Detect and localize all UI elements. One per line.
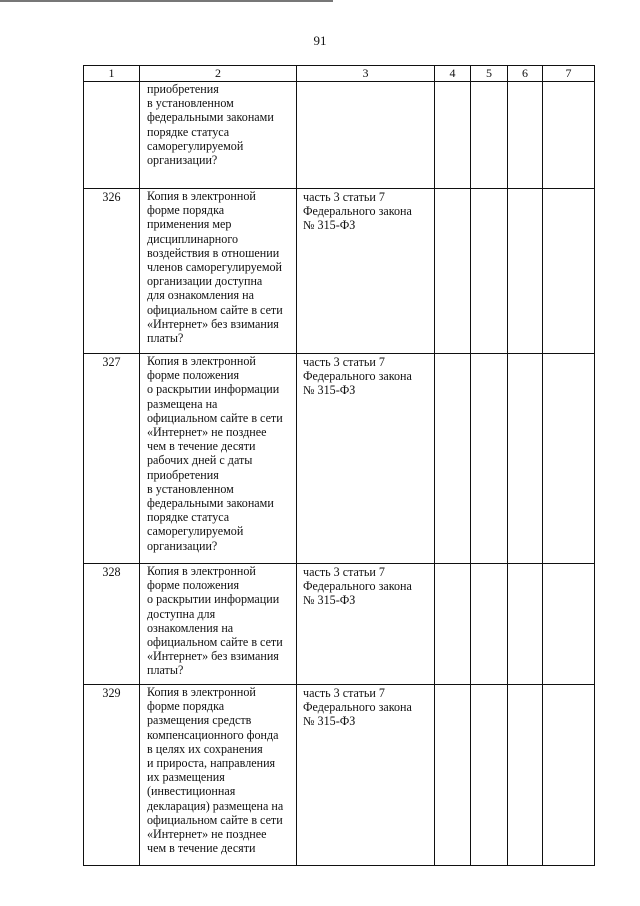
cell-text-line: (инвестиционная (147, 784, 236, 799)
cell-text-line: и прироста, направления (147, 756, 276, 771)
cell-text-line: в целях их сохранения (147, 741, 263, 756)
cell-text-line: «Интернет» не позднее (147, 425, 267, 440)
cell-text-line: о раскрытии информации (147, 382, 280, 397)
cell-text-line: Федерального закона (303, 700, 412, 715)
cell-text-line: федеральными законами (147, 110, 274, 125)
cell-text-line: приобретения (147, 467, 219, 482)
cell-text-line: организации? (147, 153, 218, 168)
cell-text-line: чем в течение десяти (147, 439, 256, 454)
empty-cell (471, 82, 508, 189)
header-cell: 6 (508, 66, 543, 82)
empty-cell (508, 354, 543, 564)
cell-text-line: в установленном (147, 96, 234, 111)
cell-text-line: организации? (147, 538, 218, 553)
legal-basis-cell (297, 189, 435, 354)
cell-text-line: Федерального закона (303, 579, 412, 594)
cell-text-line: официальном сайте в сети (147, 410, 283, 425)
cell-text-line: Копия в электронной (147, 564, 256, 578)
cell-text-line: «Интернет» без взимания (147, 649, 279, 664)
table-row (84, 189, 595, 354)
empty-cell (508, 82, 543, 189)
cell-text-line: официальном сайте в сети (147, 302, 283, 317)
cell-text-line: саморегулируемой (147, 138, 244, 153)
cell-text-line: порядке статуса (147, 510, 230, 525)
cell-text-line: декларация) размещена на (147, 798, 284, 813)
requirements-table (83, 65, 595, 866)
empty-cell (508, 564, 543, 685)
row-number-cell: 328 (84, 564, 140, 685)
empty-cell (508, 685, 543, 866)
cell-text-line: доступна для (147, 606, 216, 621)
legal-basis-cell (297, 82, 435, 189)
cell-text-line: в установленном (147, 481, 234, 496)
cell-text-line: размещена на (147, 396, 218, 411)
question-cell (140, 354, 297, 564)
cell-text-line: Федерального закона (303, 204, 412, 219)
row-number-cell: 326 (84, 189, 140, 354)
table-row (84, 685, 595, 866)
page-number: 91 (313, 33, 327, 48)
empty-cell (435, 564, 471, 685)
cell-text-line: для ознакомления на (147, 288, 254, 303)
header-cell: 2 (140, 66, 297, 82)
cell-text-line: рабочих дней с даты (147, 453, 253, 468)
table-row (84, 354, 595, 564)
legal-basis-cell (297, 685, 435, 866)
cell-text-line: порядке статуса (147, 124, 230, 139)
question-cell (140, 82, 297, 189)
header-cell: 1 (84, 66, 140, 82)
row-number-cell: 327 (84, 354, 140, 564)
cell-text-line: официальном сайте в сети (147, 812, 283, 827)
scan-edge-line (0, 0, 333, 2)
cell-text-line: № 315-ФЗ (303, 383, 356, 398)
question-cell (140, 189, 297, 354)
cell-text-line: приобретения (147, 82, 219, 96)
empty-cell (471, 189, 508, 354)
cell-text-line: № 315-ФЗ (303, 593, 356, 608)
cell-text-line: № 315-ФЗ (303, 714, 356, 729)
cell-text-line: форме порядка (147, 699, 225, 714)
header-cell: 4 (435, 66, 471, 82)
cell-text-line: форме порядка (147, 203, 225, 218)
empty-cell (471, 685, 508, 866)
cell-text-line: № 315-ФЗ (303, 218, 356, 233)
cell-text-line: членов саморегулируемой (147, 260, 283, 275)
cell-text-line: форме положения (147, 368, 240, 383)
empty-cell (471, 354, 508, 564)
empty-cell (471, 564, 508, 685)
empty-cell (543, 189, 595, 354)
empty-cell (435, 685, 471, 866)
cell-text-line: Копия в электронной (147, 354, 256, 368)
cell-text-line: ознакомления на (147, 620, 234, 635)
empty-cell (435, 189, 471, 354)
empty-cell (508, 189, 543, 354)
header-cell: 5 (471, 66, 508, 82)
cell-text-line: платы? (147, 331, 184, 346)
empty-cell (435, 82, 471, 189)
cell-text-line: чем в течение десяти (147, 841, 256, 856)
question-cell (140, 564, 297, 685)
cell-text-line: платы? (147, 663, 184, 678)
cell-text-line: «Интернет» без взимания (147, 316, 279, 331)
cell-text-line: часть 3 статьи 7 (303, 686, 385, 700)
cell-text-line: Копия в электронной (147, 685, 256, 699)
cell-text-line: размещения средств (147, 713, 252, 728)
legal-basis-cell (297, 354, 435, 564)
table-header-row (84, 66, 595, 82)
cell-text-line: часть 3 статьи 7 (303, 565, 385, 579)
table-row (84, 82, 595, 189)
cell-text-line: организации доступна (147, 274, 263, 289)
empty-cell (435, 354, 471, 564)
cell-text-line: Федерального закона (303, 369, 412, 384)
cell-text-line: саморегулируемой (147, 524, 244, 539)
row-number-cell (84, 82, 140, 189)
empty-cell (543, 564, 595, 685)
cell-text-line: применения мер (147, 217, 232, 232)
cell-text-line: официальном сайте в сети (147, 635, 283, 650)
cell-text-line: компенсационного фонда (147, 727, 279, 742)
cell-text-line: федеральными законами (147, 496, 274, 511)
cell-text-line: их размещения (147, 770, 225, 785)
question-cell (140, 685, 297, 866)
legal-basis-cell (297, 564, 435, 685)
cell-text-line: часть 3 статьи 7 (303, 190, 385, 204)
cell-text-line: дисциплинарного (147, 231, 239, 246)
header-cell: 3 (297, 66, 435, 82)
row-number-cell: 329 (84, 685, 140, 866)
cell-text-line: о раскрытии информации (147, 592, 280, 607)
empty-cell (543, 354, 595, 564)
header-cell: 7 (543, 66, 595, 82)
cell-text-line: воздействия в отношении (147, 245, 280, 260)
cell-text-line: «Интернет» не позднее (147, 827, 267, 842)
empty-cell (543, 685, 595, 866)
table-row (84, 564, 595, 685)
cell-text-line: Копия в электронной (147, 189, 256, 203)
cell-text-line: часть 3 статьи 7 (303, 355, 385, 369)
empty-cell (543, 82, 595, 189)
cell-text-line: форме положения (147, 578, 240, 593)
